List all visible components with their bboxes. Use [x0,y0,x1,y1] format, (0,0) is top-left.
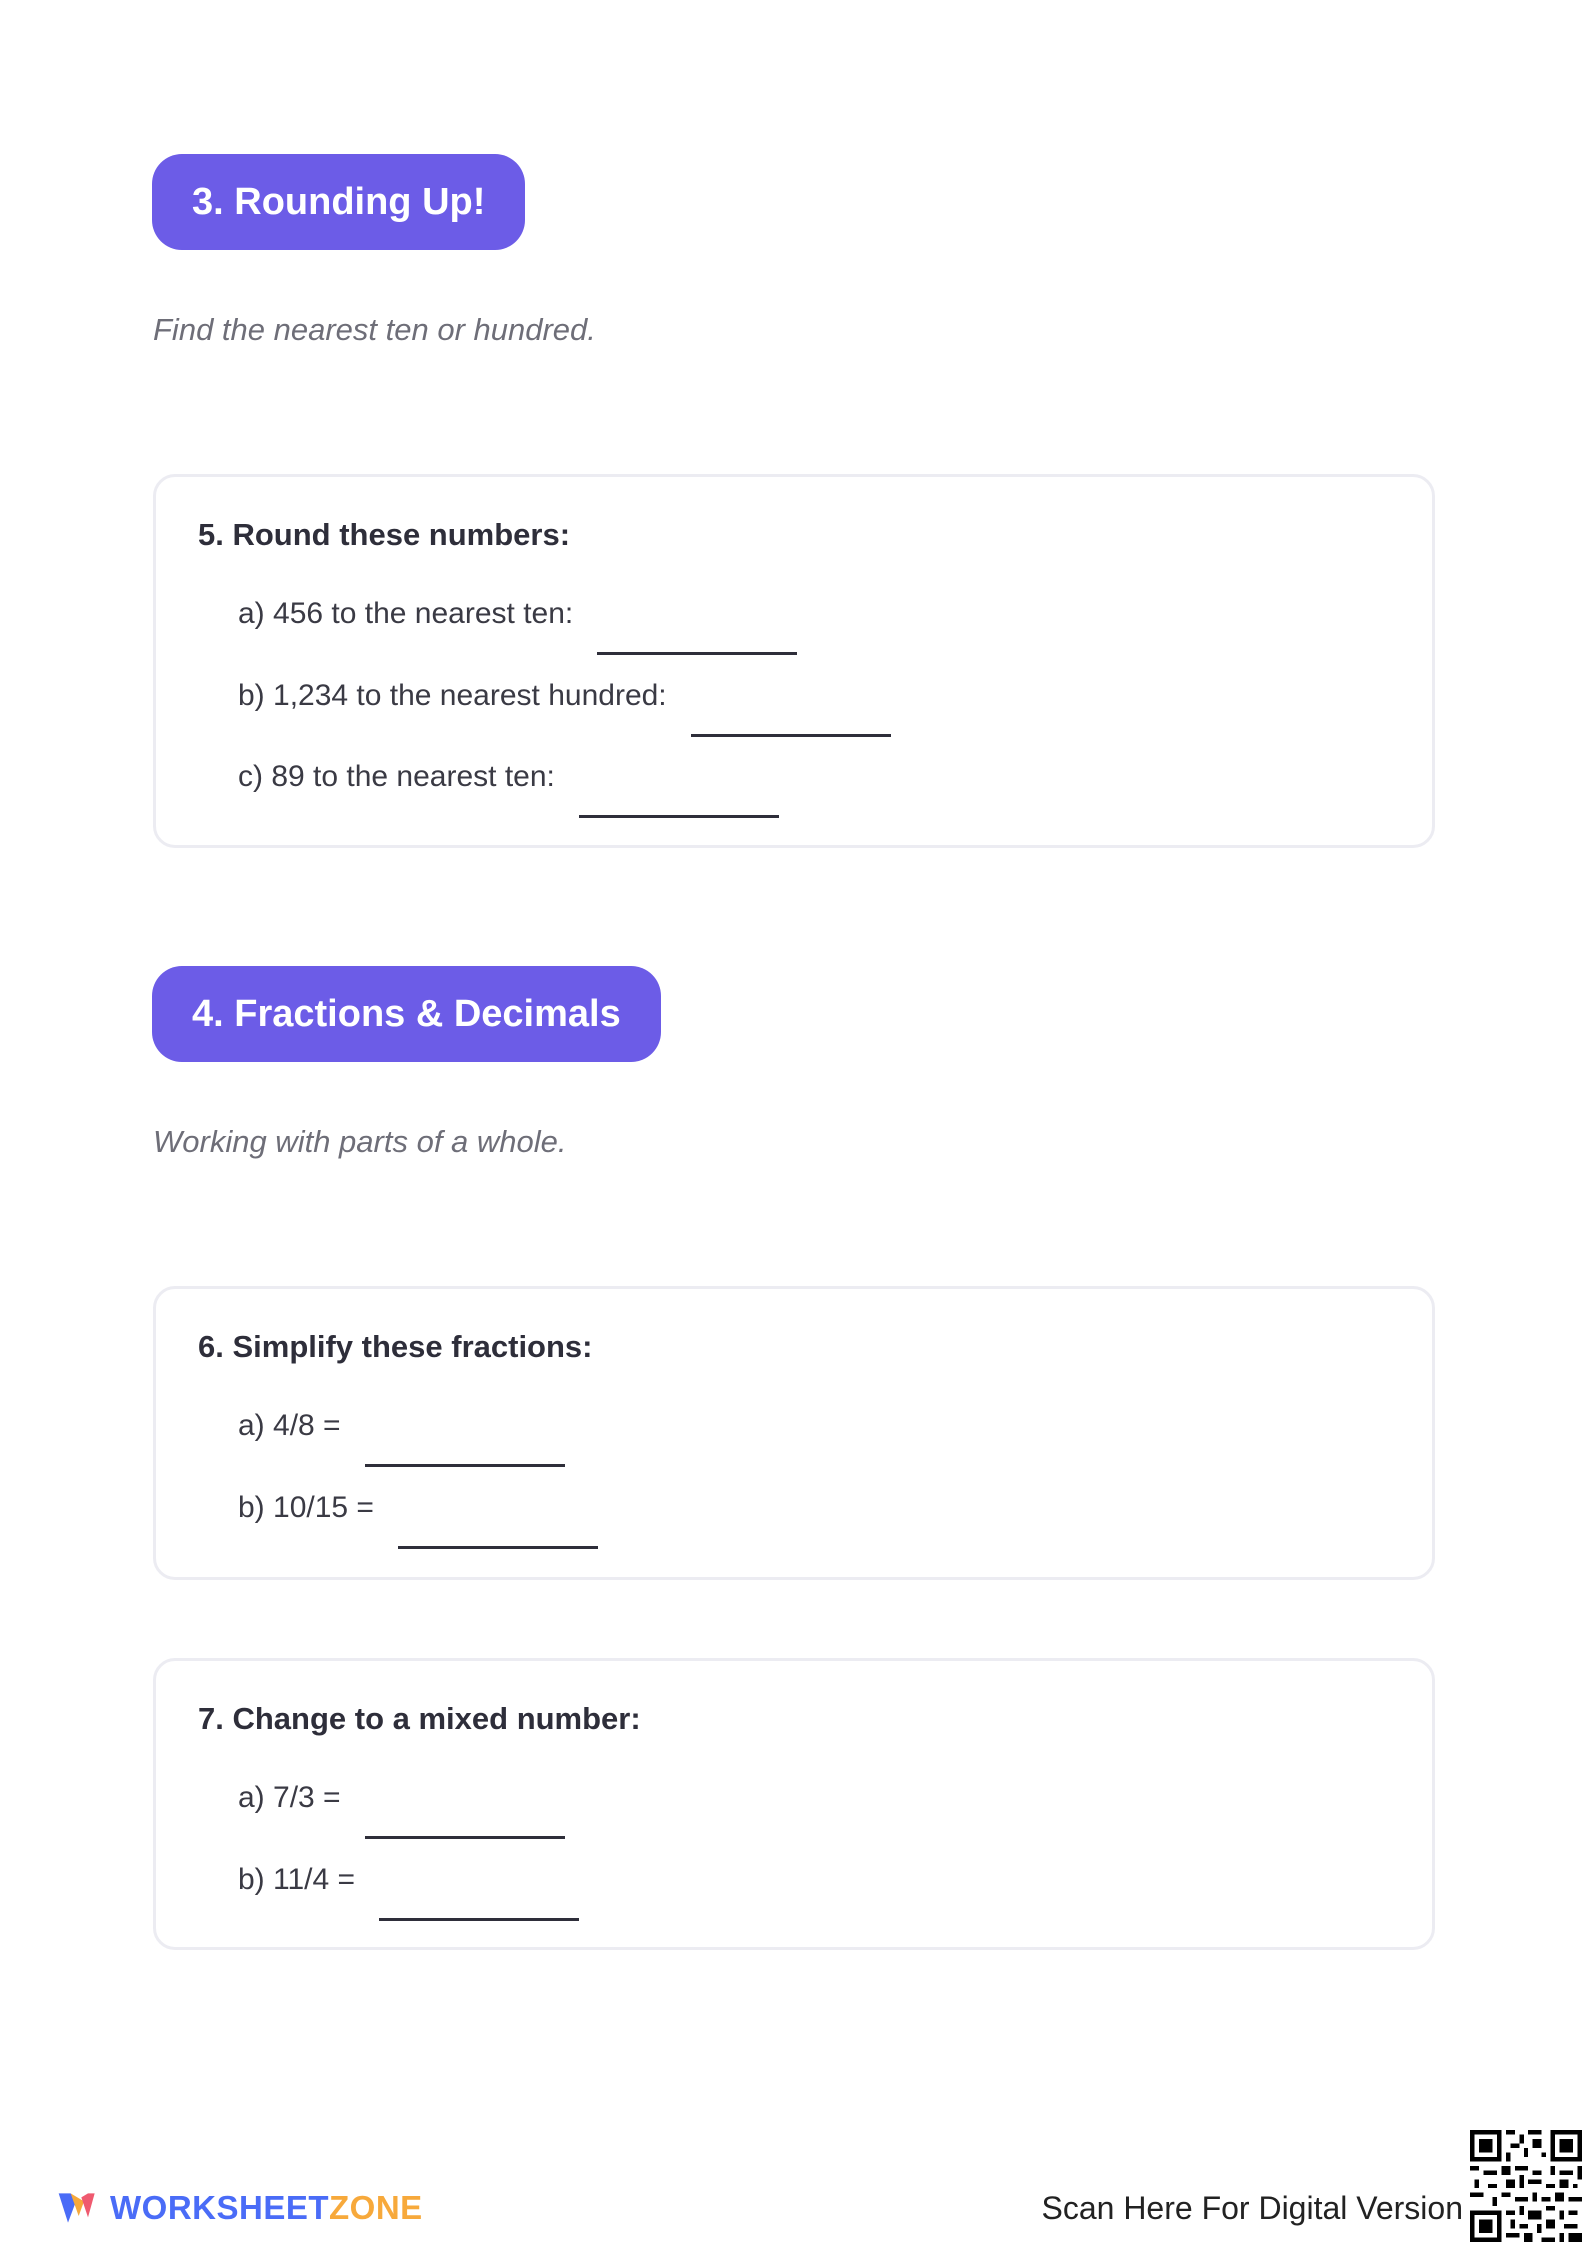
question-item-label: a) 7/3 = [238,1781,341,1814]
section-subtitle-rounding: Find the nearest ten or hundred. [153,312,596,347]
question-item-label: a) 456 to the nearest ten: [238,597,574,630]
answer-blank[interactable] [579,815,779,818]
worksheetzone-w-logo-icon [56,2178,96,2238]
qr-code-icon[interactable] [1470,2130,1582,2242]
answer-blank[interactable] [365,1836,565,1839]
question-item [238,1781,565,1815]
question-item-label: a) 4/8 = [238,1409,341,1442]
brand-logo [56,2178,423,2238]
question-item [238,597,797,631]
question-item [238,679,891,713]
question-item [238,1491,598,1525]
question-title: 7. Change to a mixed number: [198,1701,641,1736]
answer-blank[interactable] [365,1464,565,1467]
question-item [238,1409,565,1443]
section-heading-rounding: 3. Rounding Up! [152,154,525,250]
question-card-7 [153,1658,1435,1950]
section-subtitle-fractions: Working with parts of a whole. [153,1124,567,1159]
question-item-label: b) 11/4 = [238,1863,356,1896]
question-item-label: b) 1,234 to the nearest hundred: [238,679,667,712]
question-item [238,760,779,794]
answer-blank[interactable] [379,1918,579,1921]
brand-name-part1: WORKSHEET [110,2189,329,2226]
question-item-label: b) 10/15 = [238,1491,374,1524]
scan-instruction: Scan Here For Digital Version [1041,2190,1463,2226]
section-heading-fractions: 4. Fractions & Decimals [152,966,661,1062]
question-title: 6. Simplify these fractions: [198,1329,593,1364]
answer-blank[interactable] [691,734,891,737]
question-card-6 [153,1286,1435,1580]
answer-blank[interactable] [597,652,797,655]
brand-name-part2: ZONE [329,2189,423,2226]
question-title: 5. Round these numbers: [198,517,571,552]
question-item-label: c) 89 to the nearest ten: [238,760,555,793]
question-item [238,1863,579,1897]
question-card-5 [153,474,1435,848]
answer-blank[interactable] [398,1546,598,1549]
brand-name [110,2189,423,2227]
